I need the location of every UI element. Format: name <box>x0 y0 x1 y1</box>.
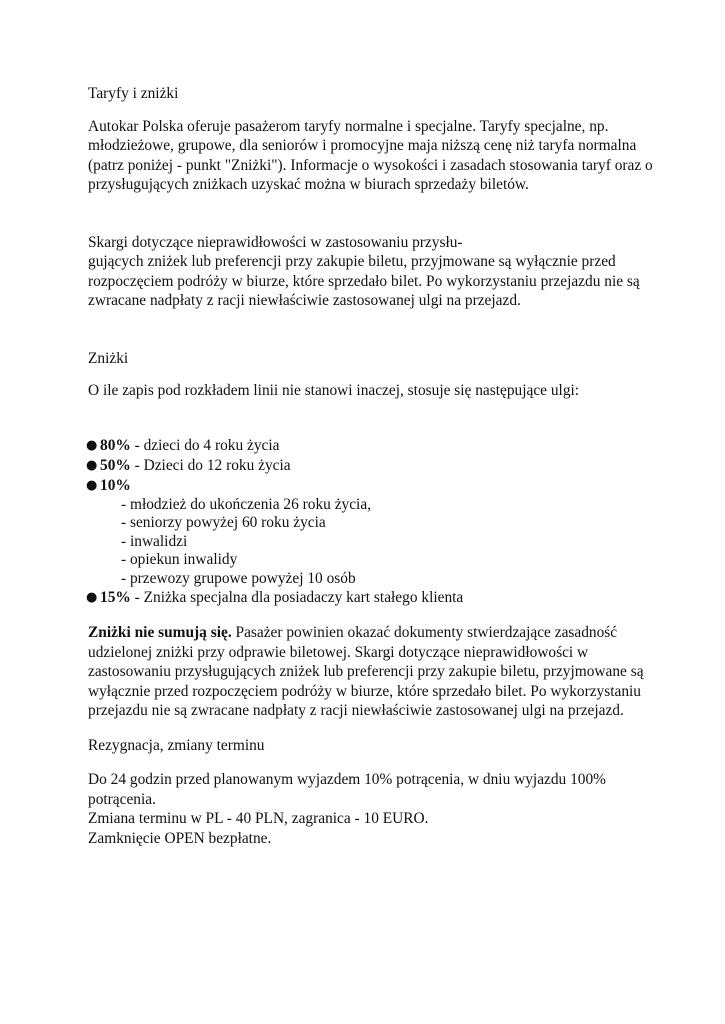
tariffs-heading: Taryfy i zniżki <box>88 85 179 102</box>
sub-list-item: - opiekun inwalidy <box>121 551 238 568</box>
paragraph-line: młodzieżowe, grupowe, dla seniorów i promocyjne maja niższą cenę niż taryfa normalna <box>88 137 637 154</box>
complaints-paragraph <box>88 233 648 311</box>
paragraph-line: Do 24 godzin przed planowanym wyjazdem 10% potrącenia, w dniu wyjazdu 100% <box>88 771 607 788</box>
discount-description: - Dzieci do 12 roku życia <box>130 456 291 474</box>
sub-list-item: - przewozy grupowe powyżej 10 osób <box>121 569 356 587</box>
paragraph-line: Autokar Polska oferuje pasażerom taryfy normalne i specjalne. Taryfy specjalne, np. <box>88 117 609 135</box>
sub-list-item: - młodzież do ukończenia 26 roku życia, <box>121 495 372 513</box>
paragraph-line: Zmiana terminu w PL - 40 PLN, zagranica - 10 EURO. <box>88 810 429 827</box>
paragraph-line <box>88 623 648 643</box>
list-item <box>88 456 648 476</box>
discounts-heading: Zniżki <box>88 349 129 367</box>
list-item <box>88 436 648 456</box>
paragraph-line: Zamknięcie OPEN bezpłatne. <box>88 829 272 847</box>
paragraph-line: udzielonej zniżki przy odprawie biletowej. Skargi dotyczące nieprawidłowości w <box>88 643 589 661</box>
paragraph-line: (patrz poniżej - punkt "Zniżki"). Informacje o wysokości i zasadach stosowania taryf oraz o <box>88 156 653 174</box>
bullet-icon: ● <box>86 590 98 605</box>
paragraph-line: gujących zniżek lub preferencji przy zakupie biletu, przyjmowane są wyłącznie przed <box>88 253 616 270</box>
bullet-icon: ● <box>86 457 98 473</box>
cancellation-paragraph <box>88 770 648 848</box>
document-page <box>86 84 653 848</box>
paragraph-line: wyłącznie przed rozpoczęciem podróży w biurze, które sprzedało bilet. Po wykorzystaniu <box>88 682 641 700</box>
note-text: Pasażer powinien okazać dokumenty stwierdzające zasadność <box>231 624 618 641</box>
paragraph-line: zwracane nadpłaty z racji niewłaściwie zastosowanej ulgi na przejazd. <box>88 292 521 309</box>
discounts-intro: O ile zapis pod rozkładem linii nie stanowi inaczej, stosuje się następujące ulgi: <box>88 382 580 399</box>
tariffs-intro-paragraph <box>88 117 653 195</box>
paragraph-line: przysługujących zniżkach uzyskać można w biurach sprzedaży biletów. <box>88 176 529 193</box>
discount-description: - Zniżka specjalna dla posiadaczy kart stałego klienta <box>130 589 464 606</box>
list-item <box>88 588 648 608</box>
paragraph-line: przejazdu nie są zwracane nadpłaty z racji niewłaściwie zastosowanej ulgi na przejazd. <box>88 702 624 719</box>
bullet-icon: ● <box>86 477 98 493</box>
discount-description: - dzieci do 4 roku życia <box>130 436 280 454</box>
paragraph-line: zastosowaniu przysługujących zniżek lub preferencji przy zakupie biletu, przyjmowane są <box>88 663 644 680</box>
discounts-note-paragraph <box>88 623 648 721</box>
note-bold: Zniżki nie sumują się. <box>88 624 232 641</box>
list-item <box>88 476 648 589</box>
discount-percent: 50% <box>100 456 131 474</box>
discount-percent: 10% <box>100 476 131 494</box>
paragraph-line: potrącenia. <box>88 790 156 808</box>
discount-percent: 80% <box>100 436 131 454</box>
cancellation-heading: Rezygnacja, zmiany terminu <box>88 736 265 754</box>
paragraph-line: Skargi dotyczące nieprawidłowości w zastosowaniu przysłu- <box>88 233 463 251</box>
discount-percent: 15% <box>100 589 131 606</box>
sub-list-item: - inwalidzi <box>121 532 188 550</box>
discounts-list <box>88 436 648 609</box>
sub-list-item: - seniorzy powyżej 60 roku życia <box>121 514 326 531</box>
paragraph-line: rozpoczęciem podróży w biurze, które sprzedało bilet. Po wykorzystaniu przejazdu nie są <box>88 272 640 290</box>
bullet-icon: ● <box>86 437 98 453</box>
